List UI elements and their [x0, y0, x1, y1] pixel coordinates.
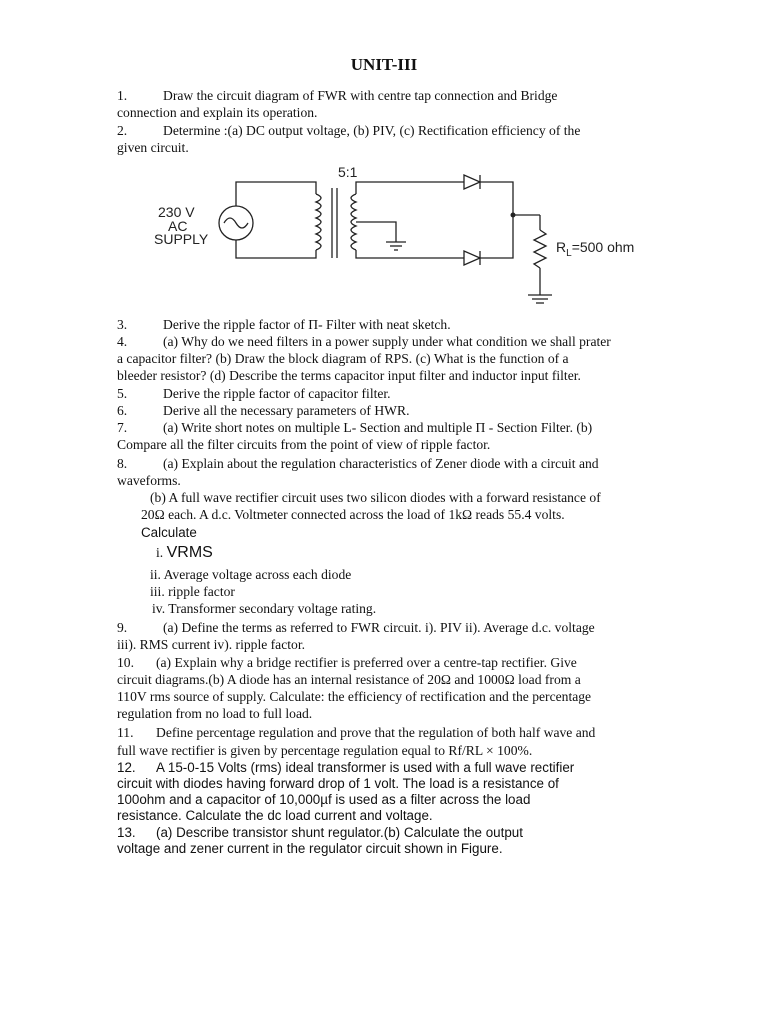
question-text: Derive the ripple factor of Π- Filter with neat sketch. [163, 317, 451, 332]
question-text: (a) Explain about the regulation characteristics of Zener diode with a circuit and [163, 456, 599, 471]
question-number: 4. [117, 334, 128, 349]
question-5 [117, 385, 391, 402]
question-13-line-2: voltage and zener current in the regulator circuit shown in Figure. [117, 841, 503, 856]
question-8-line-2: waveforms. [117, 473, 181, 488]
fwr-circuit-diagram [148, 160, 668, 315]
question-text: Derive the ripple factor of capacitor filter. [163, 386, 391, 401]
question-8-line-4: 20Ω each. A d.c. Voltmeter connected across the load of 1kΩ reads 55.4 volts. [141, 507, 565, 522]
question-text: (a) Explain why a bridge rectifier is preferred over a centre-tap rectifier. Give [156, 655, 577, 670]
question-number: 2. [117, 123, 128, 138]
supply-label-line-2: AC [168, 218, 188, 234]
question-text: (a) Why do we need filters in a power supply under what condition we shall prater [163, 334, 611, 349]
supply-label-line-3: SUPPLY [154, 231, 209, 247]
question-10-line-1 [117, 654, 577, 671]
question-text: (a) Describe transistor shunt regulator.(b) Calculate the output [156, 825, 523, 840]
question-number: 9. [117, 620, 128, 635]
question-11-line-1 [117, 724, 595, 741]
question-13-line-1 [117, 824, 523, 841]
question-8-line-1 [117, 455, 599, 472]
question-number: 12. [117, 760, 136, 775]
question-number: 6. [117, 403, 128, 418]
diode-upper-icon [464, 175, 480, 189]
question-text: (a) Define the terms as referred to FWR circuit. i). PIV ii). Average d.c. voltage [163, 620, 595, 635]
question-text: Define percentage regulation and prove that the regulation of both half wave and [156, 725, 596, 740]
question-10-line-4: regulation from no load to full load. [117, 706, 313, 721]
question-8-item-iv: iv. Transformer secondary voltage rating. [152, 601, 377, 616]
question-text: (a) Write short notes on multiple L- Section and multiple Π - Section Filter. (b) [163, 420, 593, 435]
primary-coil-icon [316, 194, 321, 250]
question-6 [117, 402, 409, 419]
question-text: Derive all the necessary parameters of HWR. [163, 403, 410, 418]
question-number: 7. [117, 420, 128, 435]
question-text: Draw the circuit diagram of FWR with centre tap connection and Bridge [163, 88, 558, 103]
question-number: 1. [117, 88, 128, 103]
transformer-ratio-label: 5:1 [338, 164, 358, 180]
diode-lower-icon [464, 251, 480, 265]
item-number: i. [156, 545, 164, 560]
page-title: UNIT-III [350, 55, 418, 74]
question-2-line-1 [117, 122, 580, 139]
question-12-line-2: circuit with diodes having forward drop of 1 volt. The load is a resistance of [117, 776, 559, 791]
question-4-line-2: a capacitor filter? (b) Draw the block diagram of RPS. (c) What is the function of a [117, 351, 569, 366]
question-2-line-2: given circuit. [117, 140, 189, 155]
question-number: 3. [117, 317, 128, 332]
question-number: 10. [117, 655, 134, 670]
question-11-line-2: full wave rectifier is given by percentage regulation equal to Rf/RL × 100%. [117, 743, 533, 758]
question-9-line-1 [117, 619, 595, 636]
question-1-line-1 [117, 87, 557, 104]
load-resistor-label: $R_L=500$ ohm [556, 239, 635, 259]
secondary-coil-icon [351, 194, 356, 250]
item-text: VRMS [166, 544, 213, 561]
question-4-line-1 [117, 333, 611, 350]
supply-label-line-1: 230 V [158, 204, 195, 220]
question-12-line-3: 100ohm and a capacitor of 10,000µf is used as a filter across the load [117, 792, 531, 807]
question-number: 5. [117, 386, 128, 401]
sine-wave-icon [224, 218, 248, 228]
question-12-line-4: resistance. Calculate the dc load current and voltage. [117, 808, 433, 823]
question-10-line-2: circuit diagrams.(b) A diode has an internal resistance of 20Ω and 1000Ω load from a [117, 672, 581, 687]
question-8-calculate: Calculate [141, 525, 197, 540]
junction-dot [511, 213, 516, 218]
question-8-line-3: (b) A full wave rectifier circuit uses two silicon diodes with a forward resistance of [150, 490, 601, 505]
question-8-item-ii: ii. Average voltage across each diode [150, 567, 352, 582]
question-7-line-1 [117, 419, 592, 436]
question-text: A 15-0-15 Volts (rms) ideal transformer is used with a full wave rectifier [156, 760, 575, 775]
question-7-line-2: Compare all the filter circuits from the point of view of ripple factor. [117, 437, 491, 452]
question-9-line-2: iii). RMS current iv). ripple factor. [117, 637, 306, 652]
question-12-line-1 [117, 759, 574, 776]
load-resistor-icon [534, 230, 546, 268]
question-number: 13. [117, 825, 136, 840]
question-3 [117, 316, 451, 333]
question-1-line-2: connection and explain its operation. [117, 105, 318, 120]
question-text: Determine :(a) DC output voltage, (b) PIV, (c) Rectification efficiency of the [163, 123, 581, 138]
question-number: 8. [117, 456, 128, 471]
question-4-line-3: bleeder resistor? (d) Describe the terms capacitor input filter and inductor input filter. [117, 368, 581, 383]
question-8-item-i [156, 544, 213, 561]
question-10-line-3: 110V rms source of supply. Calculate: the efficiency of rectification and the percentage [117, 689, 592, 704]
question-8-item-iii: iii. ripple factor [150, 584, 235, 599]
question-number: 11. [117, 725, 134, 740]
